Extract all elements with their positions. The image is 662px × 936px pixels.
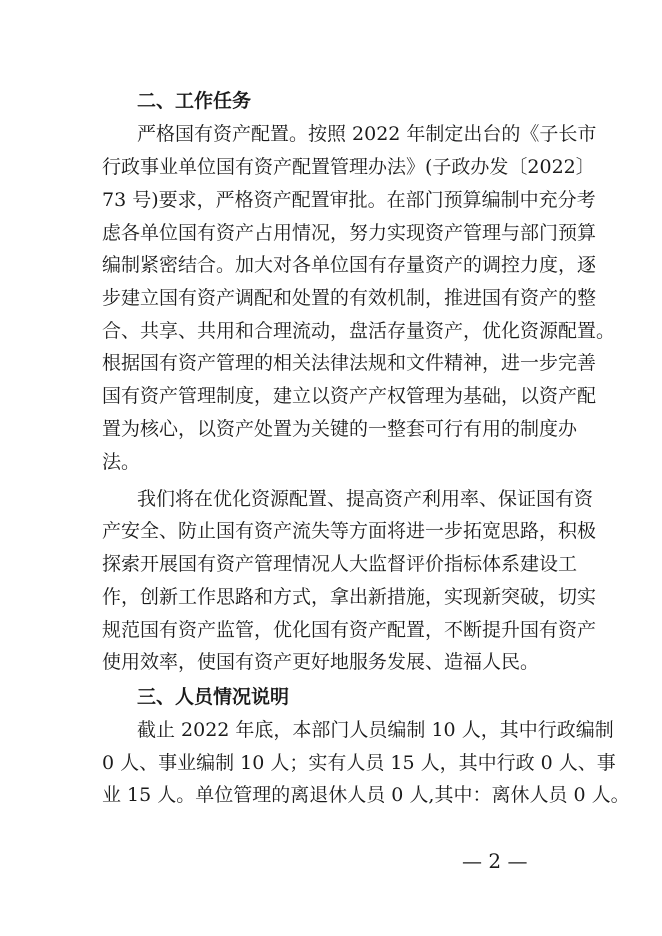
paragraph-line: 根据国有资产管理的相关法律法规和文件精神，进一步完善 (102, 352, 597, 374)
paragraph-line: 规范国有资产监管，优化国有资产配置，不断提升国有资产 (102, 619, 597, 641)
section-heading: 二、工作任务 (137, 90, 252, 112)
paragraph-line: 0 人、事业编制 10 人；实有人员 15 人，其中行政 0 人、事 (102, 752, 616, 774)
paragraph-line: 严格国有资产配置。按照 2022 年制定出台的《子长市 (137, 123, 597, 145)
paragraph-line: 截止 2022 年底，本部门人员编制 10 人，其中行政编制 (137, 719, 614, 741)
paragraph-line: 73 号)要求，严格资产配置审批。在部门预算编制中充分考 (102, 189, 596, 211)
paragraph-line: 探索开展国有资产管理情况人大监督评价指标体系建设工 (102, 553, 578, 575)
paragraph-line: 置为核心，以资产处置为关键的一整套可行有用的制度办 (102, 418, 578, 440)
section-heading: 三、人员情况说明 (137, 686, 290, 708)
paragraph-line: 行政事业单位国有资产配置管理办法》(子政办发〔2022〕 (102, 156, 595, 178)
paragraph-line: 步建立国有资产调配和处置的有效机制，推进国有资产的整 (102, 287, 597, 309)
paragraph-line: 业 15 人。单位管理的离退休人员 0 人,其中：离休人员 0 人。 (102, 784, 630, 806)
page-number: — 2 — (462, 849, 528, 873)
paragraph-line: 产安全、防止国有资产流失等方面将进一步拓宽思路，积极 (102, 520, 597, 542)
paragraph-line: 法。 (102, 451, 141, 473)
paragraph-line: 国有资产管理制度，建立以资产产权管理为基础，以资产配 (102, 385, 597, 407)
paragraph-line: 虑各单位国有资产占用情况，努力实现资产管理与部门预算 (102, 222, 597, 244)
paragraph-line: 合、共享、共用和合理流动，盘活存量资产，优化资源配置。 (102, 320, 616, 342)
paragraph-line: 编制紧密结合。加大对各单位国有存量资产的调控力度，逐 (102, 254, 597, 276)
paragraph-line: 作，创新工作思路和方式，拿出新措施，实现新突破，切实 (102, 586, 597, 608)
paragraph-line: 使用效率，使国有资产更好地服务发展、造福人民。 (102, 651, 540, 673)
paragraph-line: 我们将在优化资源配置、提高资产利用率、保证国有资 (137, 488, 594, 510)
